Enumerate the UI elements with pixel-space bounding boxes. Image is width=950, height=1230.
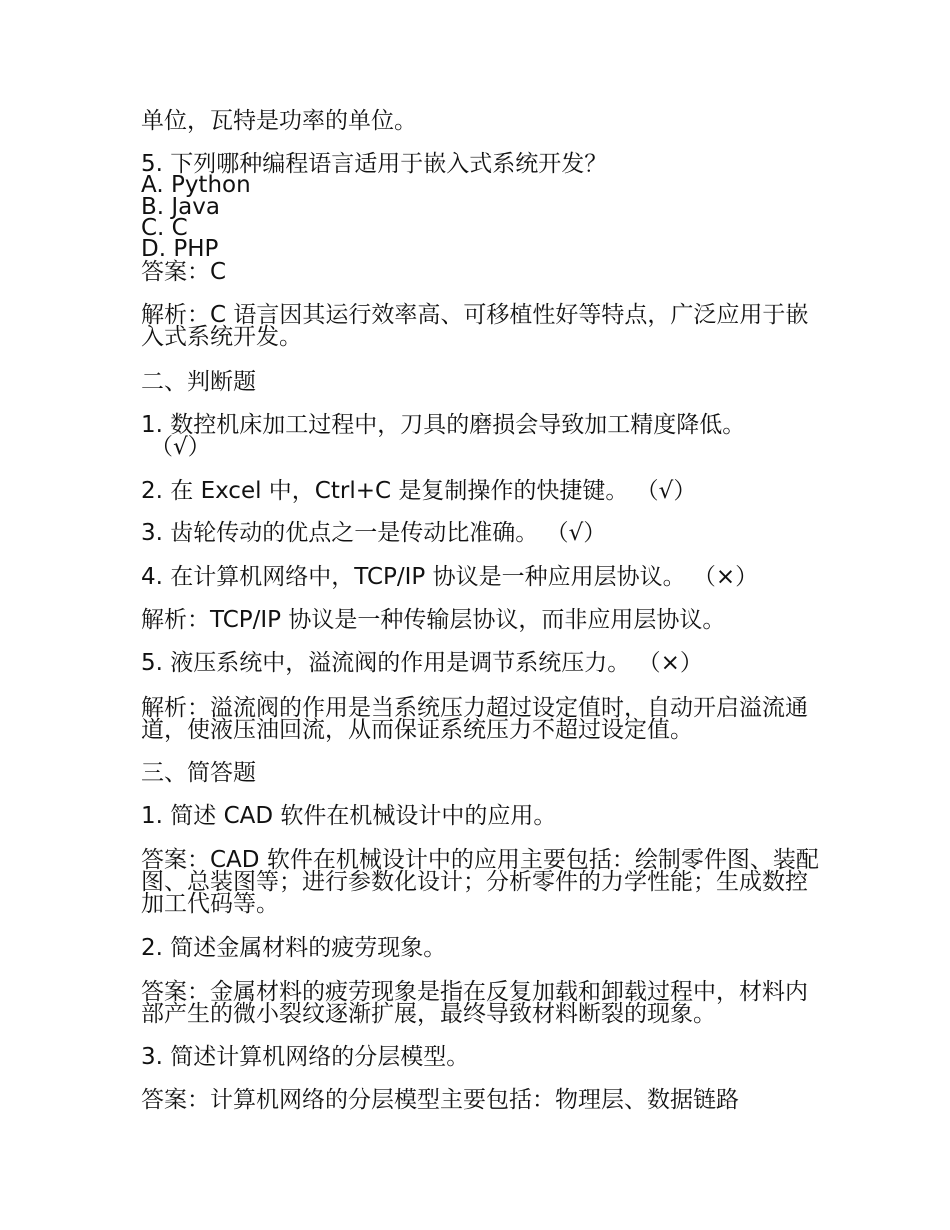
judgement-question-3: 3. 齿轮传动的优点之一是传动比准确。 （√） (141, 520, 607, 546)
judgement-question-4: 4. 在计算机网络中，TCP/IP 协议是一种应用层协议。 （×） (141, 564, 759, 590)
section-heading-judgement: 二、判断题 (141, 369, 256, 395)
short-answer-3: 答案：计算机网络的分层模型主要包括：物理层、数据链路 (141, 1087, 739, 1113)
short-answer-2: 答案：金属材料的疲劳现象是指在反复加载和卸载过程中，材料内部产生的微小裂纹逐渐扩展，最终导致材料断裂的现象。 (141, 979, 808, 1027)
continuation-text: 单位，瓦特是功率的单位。 (141, 108, 417, 134)
short-answer-1: 答案：CAD 软件在机械设计中的应用主要包括：绘制零件图、装配图、总装图等；进行参数化设计；分析零件的力学性能；生成数控加工代码等。 (141, 847, 819, 917)
mc-answer-5: 答案：C (141, 259, 227, 285)
judgement-analysis-4: 解析：TCP/IP 协议是一种传输层协议，而非应用层协议。 (141, 607, 726, 633)
short-question-3: 3. 简述计算机网络的分层模型。 (141, 1044, 470, 1070)
mc-analysis-5: 解析：C 语言因其运行效率高、可移植性好等特点，广泛应用于嵌入式系统开发。 (141, 302, 809, 350)
short-question-2: 2. 简述金属材料的疲劳现象。 (141, 935, 447, 961)
option-a: A. Python (141, 172, 251, 198)
section-heading-short-answer: 三、简答题 (141, 760, 256, 786)
judgement-analysis-5: 解析：溢流阀的作用是当系统压力超过设定值时，自动开启溢流通道，使液压油回流，从而保证系统压力不超过设定值。 (141, 695, 808, 743)
judgement-question-1: 1. 数控机床加工过程中，刀具的磨损会导致加工精度降低。 (141, 412, 746, 438)
short-question-1: 1. 简述 CAD 软件在机械设计中的应用。 (141, 803, 557, 829)
option-c: C. C (141, 215, 188, 241)
option-d: D. PHP (141, 236, 219, 262)
mc-question-5: 5. 下列哪种编程语言适用于嵌入式系统开发？ (141, 151, 608, 177)
judgement-mark-1: （√） (150, 434, 211, 460)
option-b: B. Java (141, 194, 220, 220)
judgement-question-2: 2. 在 Excel 中，Ctrl+C 是复制操作的快捷键。 （√） (141, 478, 697, 504)
judgement-question-5: 5. 液压系统中，溢流阀的作用是调节系统压力。 （×） (141, 650, 703, 676)
